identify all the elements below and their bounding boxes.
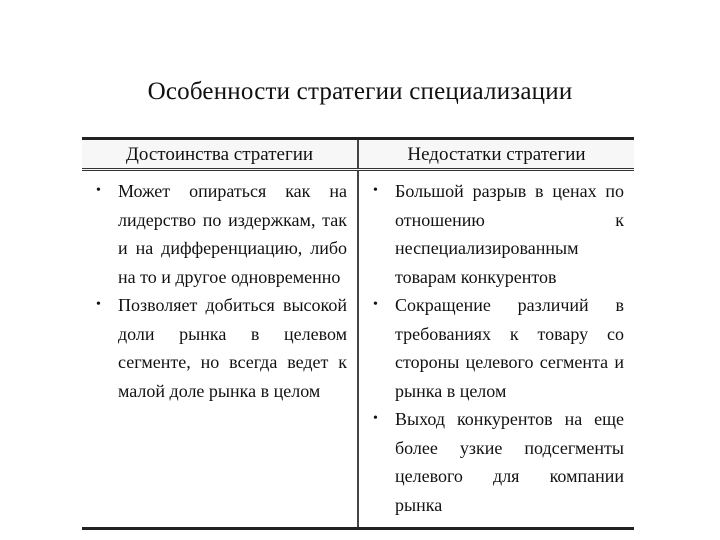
- bullet-icon: •: [373, 297, 378, 312]
- list-item: [365, 177, 624, 291]
- disadvantage-text: Сокращение различий в требованиях к товару со стороны целевого сегмента и рынка в целом: [395, 295, 624, 401]
- header-disadvantages: Недостатки стратегии: [358, 139, 634, 170]
- disadvantage-text: Выход конкурентов на еще более узкие подсегменты целевого для компании рынка: [395, 409, 624, 515]
- comparison-table: [82, 137, 634, 530]
- bullet-icon: •: [96, 297, 101, 312]
- bullet-icon: •: [96, 183, 101, 198]
- advantages-list: [88, 177, 347, 405]
- list-item: [88, 177, 347, 291]
- table-header-row: [82, 139, 634, 170]
- advantage-text: Позволяет добиться высокой доли рынка в целевом сегменте, но всегда ведет к малой доле рынка в целом: [118, 295, 347, 401]
- disadvantages-list: [365, 177, 624, 519]
- disadvantage-text: Большой разрыв в ценах по отношению к неспециализированным товарам конкурентов: [395, 181, 624, 287]
- advantage-text: Может опираться как на лидерство по издержкам, так и на дифференциацию, либо на то и другое одновременно: [118, 181, 347, 287]
- advantages-cell: [82, 170, 358, 529]
- slide-title: Особенности стратегии специализации: [147, 78, 573, 105]
- header-advantages: Достоинства стратегии: [82, 139, 358, 170]
- list-item: [365, 405, 624, 519]
- table-body-row: [82, 170, 634, 529]
- list-item: [88, 291, 347, 405]
- comparison-table-wrapper: [82, 137, 634, 530]
- bullet-icon: •: [373, 183, 378, 198]
- bullet-icon: •: [373, 411, 378, 426]
- disadvantages-cell: [358, 170, 634, 529]
- list-item: [365, 291, 624, 405]
